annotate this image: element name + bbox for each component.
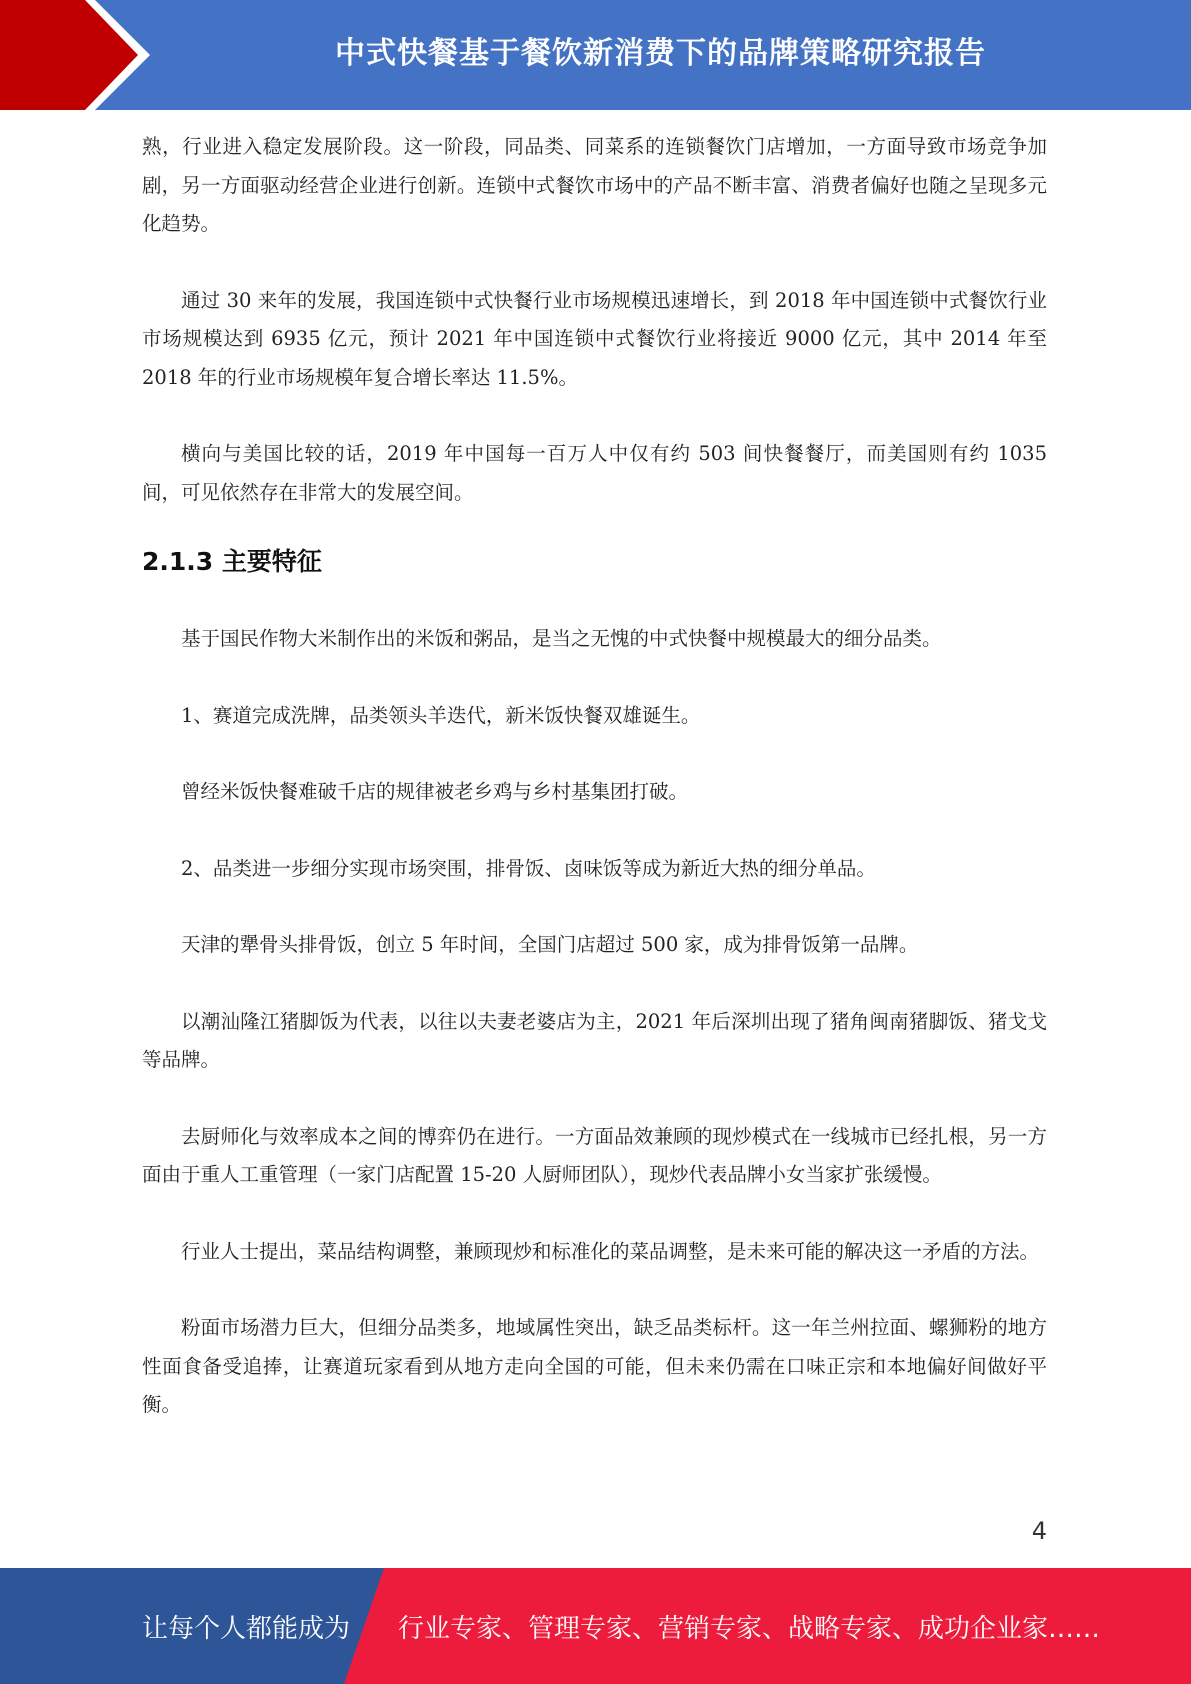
paragraph-4: 基于国民作物大米制作出的米饭和粥品，是当之无愧的中式快餐中规模最大的细分品类。	[181, 627, 942, 650]
header-title: 中式快餐基于餐饮新消费下的品牌策略研究报告	[335, 36, 986, 71]
paragraph-7: 2、品类进一步细分实现市场突围，排骨饭、卤味饭等成为新近大热的细分单品。	[181, 856, 876, 880]
paragraph-2: 通过 30 来年的发展，我国连锁中式快餐行业市场规模迅速增长，到 2018 年中国连锁中式餐饮行业市场规模达到 6935 亿元，预计 2021 年中国连锁中式餐饮行业将接近 9000 亿元，其中 2014 年至 2018 年的行业市场规模年复合增长率达 11.5%。	[142, 288, 1047, 389]
footer-slogan-right: 行业专家、管理专家、营销专家、战略专家、成功企业家……	[398, 1613, 1101, 1644]
paragraph-5: 1、赛道完成洗牌，品类领头羊迭代，新米饭快餐双雄诞生。	[181, 703, 701, 727]
paragraph-9: 以潮汕隆江猪脚饭为代表，以往以夫妻老婆店为主，2021 年后深圳出现了猪角闽南猪脚饭、猪戈戈等品牌。	[142, 1009, 1047, 1071]
page-header	[0, 0, 1191, 110]
paragraph-3: 横向与美国比较的话，2019 年中国每一百万人中仅有约 503 间快餐餐厅，而美国则有约 1035 间，可见依然存在非常大的发展空间。	[142, 442, 1047, 504]
paragraph-6: 曾经米饭快餐难破千店的规律被老乡鸡与乡村基集团打破。	[181, 780, 689, 803]
paragraph-10: 去厨师化与效率成本之间的博弈仍在进行。一方面品效兼顾的现炒模式在一线城市已经扎根，另一方面由于重人工重管理（一家门店配置 15-20 人厨师团队），现炒代表品牌小女当家扩张缓慢。	[142, 1124, 1047, 1186]
footer-slogan-left: 让每个人都能成为	[142, 1613, 351, 1644]
paragraph-8: 天津的犟骨头排骨饭，创立 5 年时间，全国门店超过 500 家，成为排骨饭第一品牌。	[181, 933, 919, 956]
document-body	[142, 128, 1047, 1425]
section-heading: 2.1.3 主要特征	[142, 547, 322, 576]
page-number: 4	[1031, 1517, 1047, 1545]
paragraph-11: 行业人士提出，菜品结构调整，兼顾现炒和标准化的菜品调整，是未来可能的解决这一矛盾的方法。	[181, 1239, 1040, 1263]
paragraph-1: 熟，行业进入稳定发展阶段。这一阶段，同品类、同菜系的连锁餐饮门店增加，一方面导致市场竞争加剧，另一方面驱动经营企业进行创新。连锁中式餐饮市场中的产品不断丰富、消费者偏好也随之呈现多元化趋势。	[142, 135, 1047, 235]
paragraph-12: 粉面市场潜力巨大，但细分品类多，地域属性突出，缺乏品类标杆。这一年兰州拉面、螺狮粉的地方性面食备受追捧，让赛道玩家看到从地方走向全国的可能，但未来仍需在口味正宗和本地偏好间做好平衡。	[142, 1316, 1047, 1416]
page-footer	[0, 1568, 1191, 1684]
header-red-chevron-icon	[0, 0, 150, 110]
